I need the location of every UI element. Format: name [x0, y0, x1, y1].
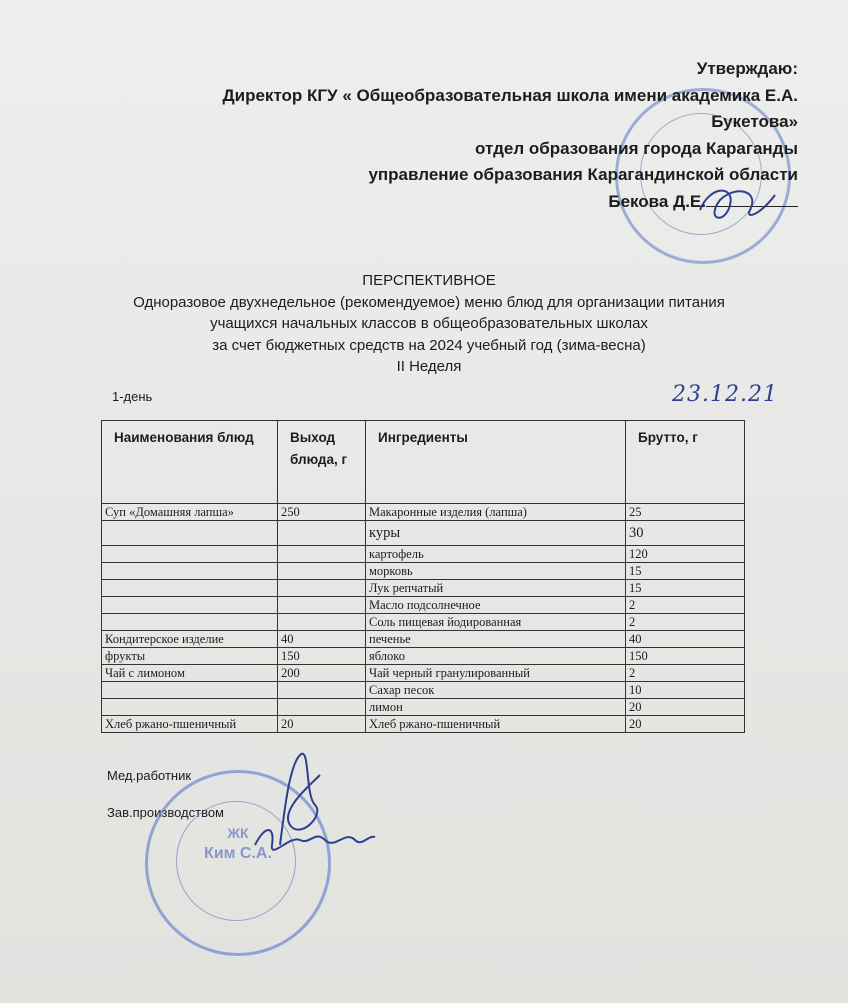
- header-yield: Выход блюда, г: [278, 421, 366, 504]
- cell-gross: 20: [626, 699, 745, 716]
- cell-dish: Суп «Домашняя лапша»: [102, 504, 278, 521]
- cell-yield: [278, 563, 366, 580]
- cell-ingredient: Лук репчатый: [366, 580, 626, 597]
- cell-ingredient: Сахар песок: [366, 682, 626, 699]
- table-row: [102, 699, 745, 716]
- cell-dish: фрукты: [102, 648, 278, 665]
- cell-dish: Кондитерское изделие: [102, 631, 278, 648]
- table-row: [102, 614, 745, 631]
- cell-ingredient: лимон: [366, 699, 626, 716]
- cell-gross: 10: [626, 682, 745, 699]
- cell-yield: 40: [278, 631, 366, 648]
- approval-school-name: Букетова»: [711, 112, 798, 131]
- table-header-row: [102, 421, 745, 504]
- cell-yield: 150: [278, 648, 366, 665]
- title-funding-period: за счет бюджетных средств на 2024 учебный год (зима-весна): [212, 336, 646, 354]
- header-ingredients: Ингредиенты: [366, 421, 626, 504]
- table-row: [102, 665, 745, 682]
- cell-yield: [278, 682, 366, 699]
- cell-dish: [102, 597, 278, 614]
- day-label: 1-день: [112, 389, 153, 404]
- table-row: [102, 597, 745, 614]
- cell-dish: Чай с лимоном: [102, 665, 278, 682]
- cell-ingredient: Соль пищевая йодированная: [366, 614, 626, 631]
- cell-gross: 15: [626, 563, 745, 580]
- approval-title: Утверждаю:: [696, 59, 798, 78]
- menu-title-block: [60, 270, 798, 378]
- cell-gross: 25: [626, 504, 745, 521]
- cell-dish: [102, 580, 278, 597]
- title-audience: учащихся начальных классов в общеобразовательных школах: [210, 315, 648, 332]
- table-row: [102, 504, 745, 521]
- cell-gross: 2: [626, 665, 745, 682]
- cell-yield: [278, 521, 366, 546]
- handwritten-date: 23.12.21: [672, 382, 778, 407]
- cell-gross: 30: [626, 521, 745, 546]
- table-row: [102, 648, 745, 665]
- cell-yield: [278, 546, 366, 563]
- cell-ingredient: печенье: [366, 631, 626, 648]
- title-perspective: ПЕРСПЕКТИВНОЕ: [362, 272, 496, 289]
- cell-dish: [102, 521, 278, 546]
- cell-dish: [102, 682, 278, 699]
- signatory-name: Бекова Д.Е.: [608, 191, 706, 211]
- cell-yield: 20: [278, 716, 366, 733]
- cell-yield: [278, 597, 366, 614]
- director-signature-icon: [690, 180, 780, 235]
- production-head-label: Зав.производством: [107, 805, 224, 820]
- stamp-zhk: ЖК: [227, 825, 249, 841]
- table-row: [102, 631, 745, 648]
- cell-ingredient: Хлеб ржано-пшеничный: [366, 716, 626, 733]
- cell-gross: 150: [626, 648, 745, 665]
- cell-ingredient: яблоко: [366, 648, 626, 665]
- table-row: [102, 563, 745, 580]
- head-signature-icon: [250, 815, 380, 865]
- cell-yield: 250: [278, 504, 366, 521]
- cell-dish: [102, 546, 278, 563]
- cell-dish: [102, 563, 278, 580]
- cell-gross: 15: [626, 580, 745, 597]
- cell-ingredient: картофель: [366, 546, 626, 563]
- approval-administration: управление образования Карагандинской области: [368, 165, 798, 184]
- table-row: [102, 521, 745, 546]
- cell-yield: 200: [278, 665, 366, 682]
- approval-department: отдел образования города Караганды: [475, 138, 798, 158]
- table-row: [102, 716, 745, 733]
- approval-director: Директор КГУ « Общеобразовательная школа имени академика Е.А.: [222, 85, 798, 105]
- table-row: [102, 682, 745, 699]
- cell-ingredient: Масло подсолнечное: [366, 597, 626, 614]
- cell-ingredient: куры: [366, 521, 626, 546]
- table-row: [102, 580, 745, 597]
- cell-yield: [278, 614, 366, 631]
- cell-ingredient: Макаронные изделия (лапша): [366, 504, 626, 521]
- title-description: Одноразовое двухнедельное (рекомендуемое) меню блюд для организации питания: [133, 293, 725, 311]
- cell-gross: 40: [626, 631, 745, 648]
- cell-dish: [102, 614, 278, 631]
- cell-dish: [102, 699, 278, 716]
- title-week: II Неделя: [396, 358, 462, 375]
- cell-gross: 120: [626, 546, 745, 563]
- cell-yield: [278, 580, 366, 597]
- cell-gross: 2: [626, 614, 745, 631]
- header-gross: Брутто, г: [626, 421, 745, 504]
- cell-yield: [278, 699, 366, 716]
- table-row: [102, 546, 745, 563]
- cell-gross: 2: [626, 597, 745, 614]
- menu-table: [101, 420, 745, 733]
- stamp-name: Ким С.А.: [204, 845, 272, 862]
- cell-gross: 20: [626, 716, 745, 733]
- cell-ingredient: Чай черный гранулированный: [366, 665, 626, 682]
- cell-ingredient: морковь: [366, 563, 626, 580]
- header-dish: Наименования блюд: [102, 421, 278, 504]
- medic-label: Мед.работник: [107, 768, 192, 783]
- cell-dish: Хлеб ржано-пшеничный: [102, 716, 278, 733]
